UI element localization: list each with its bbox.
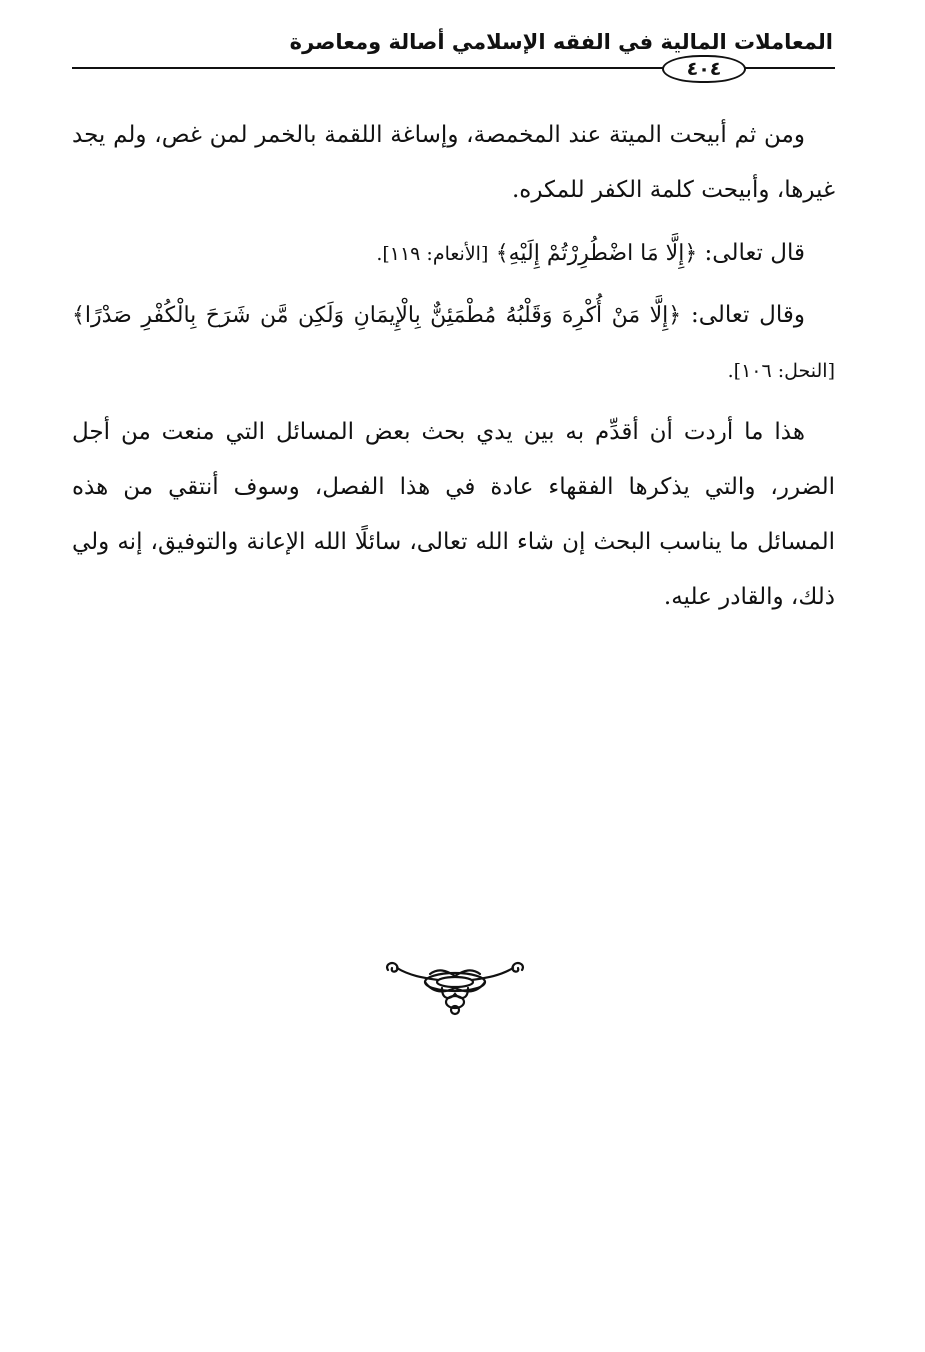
paragraph-necessity: ومن ثم أبيحت الميتة عند المخمصة، وإساغة اللقمة بالخمر لمن غص، ولم يجد غيرها، وأبيحت كلمة الكفر للمكره.: [72, 122, 835, 203]
verse-intro: وقال تعالى:: [690, 302, 805, 328]
quran-verse: ﴿إِلَّا مَنْ أُكْرِهَ وَقَلْبُهُ مُطْمَئِنٌّ بِالْإِيمَانِ وَلَكِن مَّن شَرَحَ بِالْكُفْرِ صَدْرًا﴾: [72, 303, 682, 328]
verse-intro: قال تعالى:: [704, 240, 805, 266]
paragraph-verse-anam: [72, 226, 835, 282]
quran-verse: ﴿إِلَّا مَا اضْطُرِرْتُمْ إِلَيْهِ﴾: [495, 241, 698, 266]
paragraph-verse-nahl: [72, 288, 835, 399]
knot-ornament-icon: [380, 958, 530, 1018]
page-number-frame: [662, 55, 746, 83]
paragraph-conclusion: هذا ما أردت أن أقدِّم به بين يدي بحث بعض المسائل التي منعت من أجل الضرر، والتي يذكرها الفقهاء عادة في هذا الفصل، وسوف أنتقي من هذه المسائل ما يناسب البحث إن شاء الله تعالى، سائلًا الله الإعانة والتوفيق، إنه ولي ذلك، والقادر عليه.: [72, 419, 835, 610]
body-text: [72, 108, 835, 633]
page-number: ٤٠٤: [686, 57, 722, 80]
verse-citation: [الأنعام: ١١٩].: [376, 243, 489, 265]
verse-citation: [النحل: ١٠٦].: [727, 360, 835, 382]
running-head-title: المعاملات المالية في الفقه الإسلامي أصالة ومعاصرة: [289, 30, 833, 54]
